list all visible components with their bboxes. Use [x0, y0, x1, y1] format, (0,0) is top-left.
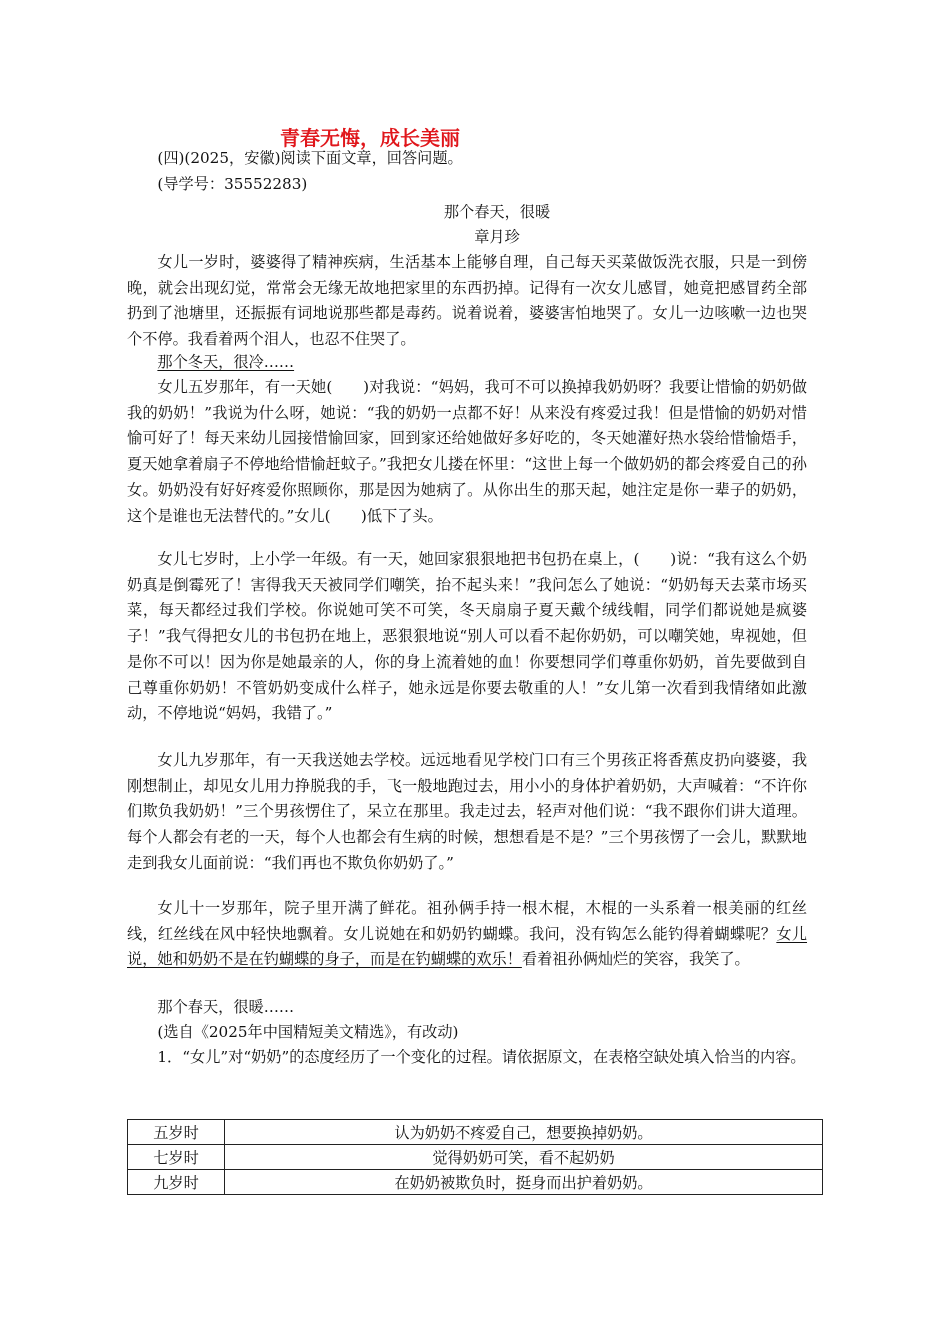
article-author: 章月珍: [474, 228, 520, 246]
closing-line: 那个春天，很暖……: [157, 998, 295, 1016]
page-title: 青春无悔，成长美丽: [280, 126, 460, 150]
attitude-cell: 觉得奶奶可笑，看不起奶奶: [225, 1145, 823, 1170]
age-cell: 七岁时: [128, 1145, 225, 1170]
paragraph-2: 女儿五岁那年，有一天她( )对我说：“妈妈，我可不可以换掉我奶奶呀？我要让惜愉的奶奶做我的奶奶！”我说为什么呀，她说：“我的奶奶一点都不好！从来没有疼爱过我！但是惜愉的奶奶对惜愉可好了！每天来幼儿园接惜愉回家，回到家还给她做好多好吃的，冬天她灌好热水袋给惜愉焐手，夏天她拿着扇子不停地给惜愉赶蚊子。”我把女儿搂在怀里：“这世上每一个做奶奶的都会疼爱自己的孙女。奶奶没有好好疼爱你照顾你，那是因为她病了。从你出生的那天起，她注定是你一辈子的奶奶，这个是谁也无法替代的。”女儿( )低下了头。: [127, 378, 807, 525]
table-row: [128, 1145, 823, 1170]
winter-line: [127, 350, 294, 375]
paragraph-3: 女儿七岁时，上小学一年级。有一天，她回家狠狠地把书包扔在桌上，( )说：“我有这么个奶奶真是倒霉死了！害得我天天被同学们嘲笑，抬不起头来！”我问怎么了她说：“奶奶每天去菜市场买菜，每天都经过我们学校。你说她可笑不可笑，冬天扇扇子夏天戴个绒线帽，同学们都说她是疯婆子！”我气得把女儿的书包扔在地上，恶狠狠地说“别人可以看不起你奶奶，可以嘲笑她，卑视她，但是你不可以！因为你是她最亲的人，你的身上流着她的血！你要想同学们尊重你奶奶，首先要做到自己尊重你奶奶！不管奶奶变成什么样子，她永远是你要去敬重的人！”女儿第一次看到我情绪如此激动，不停地说“妈妈，我错了。”: [127, 550, 807, 723]
paragraph-5-end: 看着祖孙俩灿烂的笑容，我笑了。: [521, 950, 750, 969]
guide-number: (导学号：35552283): [157, 175, 308, 193]
question-1: 1．“女儿”对“奶奶”的态度经历了一个变化的过程。请依据原文，在表格空缺处填入恰当的内容。: [157, 1048, 806, 1066]
attitude-cell: 在奶奶被欺负时，挺身而出护着奶奶。: [225, 1170, 823, 1195]
paragraph-5-start: 女儿十一岁那年，院子里开满了鲜花。祖孙俩手持一根木棍，木棍的一头系着一根美丽的红丝线，红丝线在风中轻快地飘着。女儿说她在和奶奶钓蝴蝶。我问，没有钩怎么能钓得着蝴蝶呢？: [127, 899, 807, 943]
winter-line-text: 那个冬天，很冷……: [157, 353, 295, 371]
article-title: 那个春天，很暖: [443, 203, 551, 221]
source-line: (四)(2025，安徽)阅读下面文章，回答问题。: [157, 149, 463, 167]
age-cell: 九岁时: [128, 1170, 225, 1195]
underlined-sentence: 女儿说，她和奶奶不是在钓蝴蝶的身子，而是在钓蝴蝶的欢乐！: [127, 924, 808, 969]
article-source: (选自《2025年中国精短美文精选》，有改动): [157, 1023, 459, 1041]
paragraph-1: 女儿一岁时，婆婆得了精神疾病，生活基本上能够自理，自己每天买菜做饭洗衣服，只是一到傍晚，就会出现幻觉，常常会无缘无故地把家里的东西扔掉。记得有一次女儿感冒，她竟把感冒药全部扔到了池塘里，还振振有词地说那些都是毒药。说着说着，婆婆害怕地哭了。女儿一边咳嗽一边也哭个不停。我看着两个泪人，也忍不住哭了。: [127, 253, 807, 349]
age-cell: 五岁时: [128, 1120, 225, 1145]
table-row: [128, 1170, 823, 1195]
attitude-cell: 认为奶奶不疼爱自己，想要换掉奶奶。: [225, 1120, 823, 1145]
answer-table: [127, 1119, 823, 1195]
paragraph-4: 女儿九岁那年，有一天我送她去学校。远远地看见学校门口有三个男孩正将香蕉皮扔向婆婆，我刚想制止，却见女儿用力挣脱我的手，飞一般地跑过去，用小小的身体护着奶奶，大声喊着：“不许你们欺负我奶奶！”三个男孩愣住了，呆立在那里。我走过去，轻声对他们说：“我不跟你们讲大道理。每个人都会有老的一天，每个人也都会有生病的时候，想想看是不是？”三个男孩愣了一会儿，默默地走到我女儿面前说：“我们再也不欺负你奶奶了。”: [127, 751, 807, 872]
paragraph-5: [127, 896, 807, 973]
table-row: [128, 1120, 823, 1145]
